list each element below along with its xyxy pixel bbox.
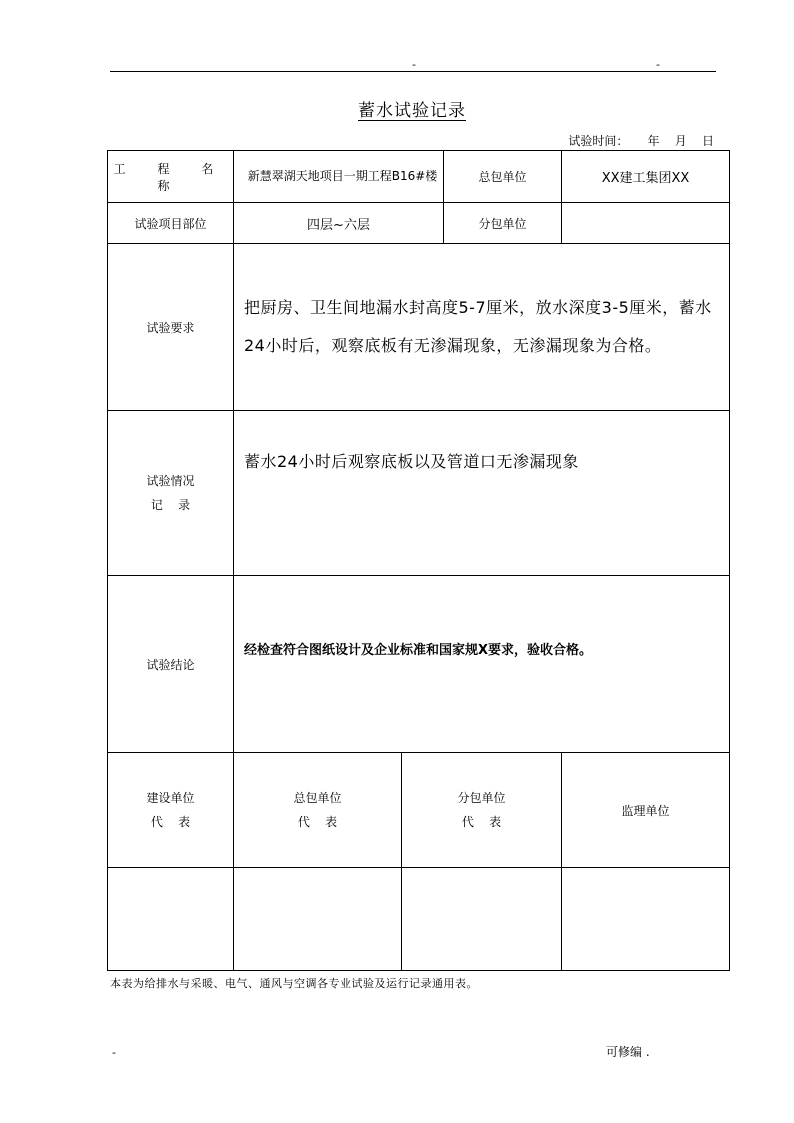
project-name-label: 工 程 名 称 (108, 151, 234, 203)
supervision-label: 监理单位 (562, 753, 730, 868)
row-signature-labels (108, 753, 730, 868)
owner-rep-line2: 代 表 (150, 815, 191, 829)
row-project (108, 151, 730, 203)
owner-rep-label (108, 753, 234, 868)
record-label-line2: 记 录 (150, 498, 191, 512)
record-text: 蓄水24小时后观察底板以及管道口无渗漏现象 (244, 452, 579, 471)
test-location-label: 试验项目部位 (108, 203, 234, 244)
conclusion-label: 试验结论 (108, 576, 234, 753)
supervision-signature-cell[interactable] (562, 868, 730, 971)
row-record (108, 411, 730, 576)
footer-mark-left: - (112, 1046, 116, 1059)
project-name-value: 新慧翠湖天地项目一期工程B16#楼 (234, 151, 444, 203)
row-signature-blanks (108, 868, 730, 971)
general-contractor-value: XX建工集团XX (562, 151, 730, 203)
record-table (107, 150, 730, 971)
header-mark-left: - (412, 58, 416, 71)
owner-rep-line1: 建设单位 (146, 791, 195, 805)
sub-rep-line1: 分包单位 (457, 791, 506, 805)
page-title (0, 96, 794, 121)
header-rule (110, 71, 716, 72)
general-contractor-label: 总包单位 (444, 151, 562, 203)
row-requirements (108, 244, 730, 411)
sub-rep-line2: 代 表 (461, 815, 502, 829)
general-rep-label (234, 753, 402, 868)
conclusion-text: 经检查符合图纸设计及企业标准和国家规X要求，验收合格。 (244, 643, 593, 658)
row-location (108, 203, 730, 244)
general-signature-cell[interactable] (234, 868, 402, 971)
general-rep-line2: 代 表 (297, 815, 338, 829)
owner-signature-cell[interactable] (108, 868, 234, 971)
general-rep-line1: 总包单位 (293, 791, 342, 805)
header-mark-right: - (656, 58, 660, 71)
row-conclusion (108, 576, 730, 753)
subcontractor-value (562, 203, 730, 244)
test-date-line: 试验时间： 年 月 日 (568, 134, 714, 148)
page-title-text: 蓄水试验记录 (358, 101, 466, 121)
test-location-value: 四层~六层 (234, 203, 444, 244)
requirements-text: 把厨房、卫生间地漏水封高度5-7厘米，放水深度3-5厘米，蓄水24小时后，观察底板有无渗漏现象，无渗漏现象为合格。 (244, 298, 712, 355)
sub-rep-label (402, 753, 562, 868)
record-label (108, 411, 234, 576)
sub-signature-cell[interactable] (402, 868, 562, 971)
subcontractor-label: 分包单位 (444, 203, 562, 244)
footnote: 本表为给排水与采暖、电气、通风与空调各专业试验及运行记录通用表。 (110, 977, 478, 990)
footer-editable-note: 可修编 . (606, 1045, 650, 1059)
requirements-label: 试验要求 (108, 244, 234, 411)
record-label-line1: 试验情况 (146, 474, 195, 488)
